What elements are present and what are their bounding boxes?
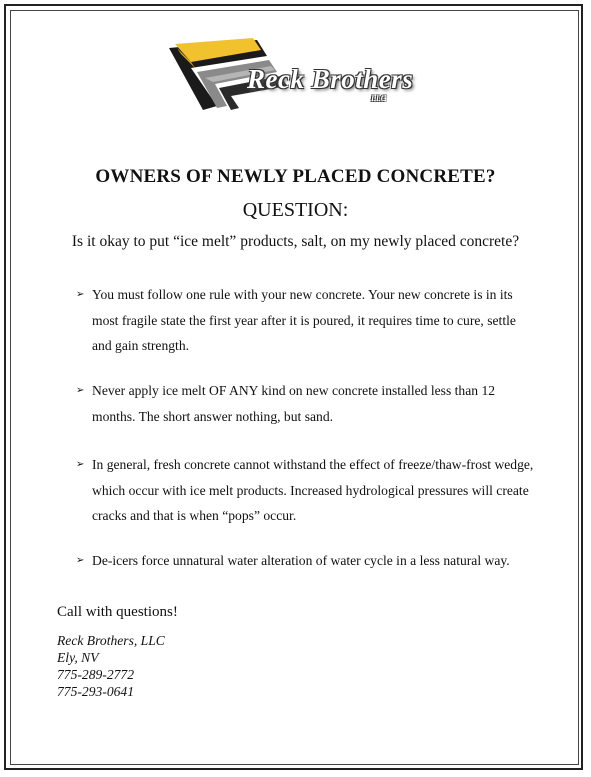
list-item (76, 282, 536, 359)
logo-suffix: LLC (371, 94, 387, 103)
bullet-text: Never apply ice melt OF ANY kind on new concrete installed less than 12 months. The short answer nothing, but sand. (92, 383, 496, 424)
company-location: Ely, NV (57, 650, 99, 665)
arrow-bullet-icon: ➢ (76, 555, 85, 566)
arrow-bullet-icon: ➢ (76, 289, 85, 300)
page-title: OWNERS OF NEWLY PLACED CONCRETE? (95, 166, 496, 187)
bullet-text: You must follow one rule with your new concrete. Your new concrete is in its most fragile state the first year after it is poured, it requires time to cure, settle and gain strength. (92, 287, 516, 353)
question-text: Is it okay to put “ice melt” products, salt, on my newly placed concrete? (71, 233, 520, 250)
phone-number-2[interactable]: 775-293-0641 (57, 684, 135, 699)
company-name: Reck Brothers, LLC (57, 633, 165, 648)
phone-number-1[interactable]: 775-289-2772 (57, 667, 135, 682)
list-item (76, 452, 536, 529)
bullet-text: De-icers force unnatural water alteration of water cycle in a less natural way. (92, 553, 510, 568)
bullet-text: In general, fresh concrete cannot withstand the effect of freeze/thaw-frost wedge, which occur with ice melt products. Increased hydrological pressures will create cracks and that is when “pops” occur. (92, 457, 534, 523)
contact-block (57, 632, 165, 700)
logo-wordmark: Reck Brothers (247, 64, 414, 94)
arrow-bullet-icon: ➢ (76, 459, 85, 470)
list-item (76, 548, 510, 574)
page-subtitle: QUESTION: (242, 199, 349, 221)
call-to-action: Call with questions! (57, 604, 178, 620)
arrow-bullet-icon: ➢ (76, 385, 85, 396)
list-item (76, 378, 536, 429)
